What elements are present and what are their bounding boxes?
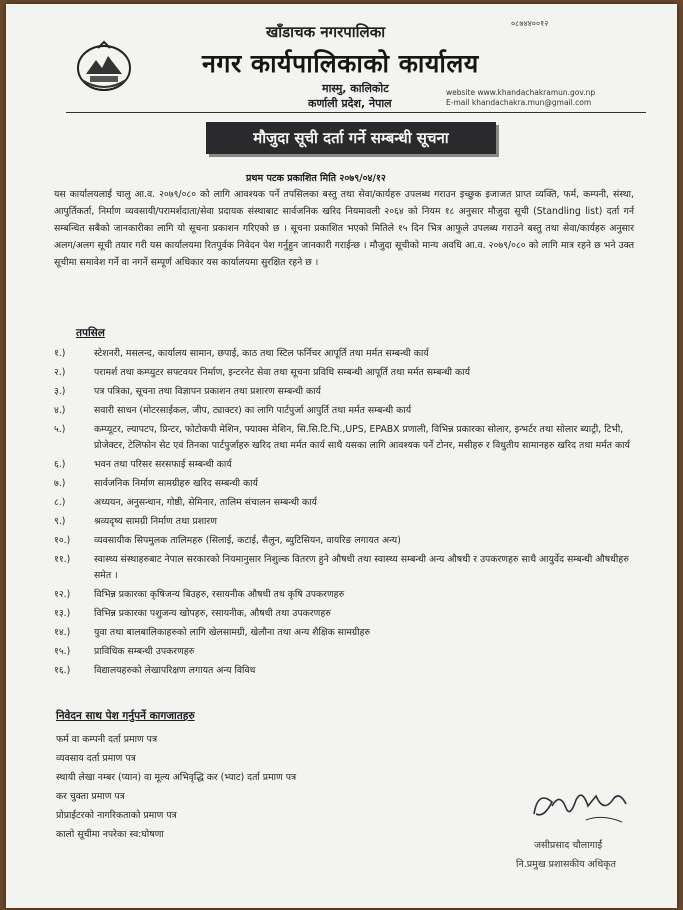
item-number: ९.) <box>54 516 66 527</box>
item-text: पत्र पत्रिका, सूचना तथा विज्ञापन प्रकाशन तथा प्रशारण सम्बन्धी कार्य <box>94 386 321 397</box>
documents-list <box>56 730 296 844</box>
item-number: १५.) <box>54 646 71 657</box>
item-text: सार्वजनिक निर्माण सामग्रीहरु खरिद सम्बन्धी कार्य <box>94 478 258 489</box>
item-text: विभिन्न प्रकारका कृषिजन्य बिउहरु, रसायनीक औषधी तथ कृषि उपकरणहरु <box>94 589 345 600</box>
intro-paragraph: यस कार्यालयलाई चालु आ.व. २०७९/०८० को लागि आवश्यक पर्ने तपसिलका बस्तु तथा सेवा/कार्यहरु उपलब्ध गराउन इच्छुक इजाजत प्राप्त व्यक्ति, फर्म, कम्पनी, संस्था, आपुर्तिकर्ता, निर्माण व्यवसायी/परामर्शदाता/सेवा प्रदायक संस्थाबाट सार्वजनिक खरिद नियमावली २०६४ को नियम १८ अनुसार मौजुदा सूची (Standling list) दर्ता गर्न सम्बन्धित सबैको जानकारीका लागि यो सूचना प्रकाशन गरिएको छ । सूचना प्रकाशित भएको मितिले १५ दिन भित्र आफुले उपलब्ध गराउने बस्तु तथा सेवा/कार्यहरु अनुसार अलग/अलग सूची तयार गरी यस कार्यालयमा रितपुर्वक निवेदन पेश गर्नुहुन जानकारी गराईन्छ । मौजुदा सूचीको मान्य अवधि आ.व. २०७९/०८० को लागि मात्र रहने छ भने उक्त सूचीमा समावेश गर्ने वा नगर्ने सम्पूर्ण अधिकार यस कार्यालयमा सुरक्षित रहने छ । <box>54 189 634 268</box>
municipality-name: खाँडाचक नगरपालिका <box>266 23 386 41</box>
list-item <box>54 663 644 679</box>
tapasil-heading: तपसिल <box>76 327 105 339</box>
item-number: १.) <box>54 348 66 359</box>
list-item <box>54 587 644 603</box>
list-item <box>54 457 644 473</box>
signatory-name: जसीप्रसाद चौलागाईं <box>534 840 603 851</box>
item-number: १०.) <box>54 535 71 546</box>
item-text: परामर्श तथा कम्प्युटर सफ्टवयर निर्माण, इन्टरनेट सेवा तथा सूचना प्रविधि सम्बन्धी आपूर्ति तथा मर्मत सम्बन्धी कार्य <box>94 367 470 378</box>
notice-paper <box>6 4 677 908</box>
document-item: फर्म वा कम्पनी दर्ता प्रमाण पत्र <box>56 734 158 745</box>
document-item: स्थायी लेखा नम्बर (प्यान) वा मूल्य अभिवृद्धि कर (भ्याट) दर्ता प्रमाण पत्र <box>56 772 297 783</box>
document-item: कर चुक्ता प्रमाण पत्र <box>56 791 125 802</box>
list-item <box>54 606 644 622</box>
item-text: प्राविधिक सम्बन्धी उपकरणहरु <box>94 646 195 657</box>
item-number: ८.) <box>54 497 66 508</box>
list-item <box>54 346 644 362</box>
header-divider <box>66 112 646 113</box>
item-number: १४.) <box>54 627 71 638</box>
item-number: ५.) <box>54 424 66 435</box>
list-item <box>54 403 644 419</box>
reference-number: ०८७४४००१२ <box>511 19 549 28</box>
item-text: स्टेशनरी, मसलन्द, कार्यालय सामान, छपाई, काठ तथा स्टिल फर्निचर आपूर्ति तथा मर्मत सम्बन्धी कार्य <box>94 348 429 359</box>
list-item <box>54 625 644 641</box>
item-text: अध्ययन, अनुसन्धान, गोष्ठी, सेमिनार, तालिम संचालन सम्बन्धी कार्य <box>94 497 317 508</box>
signatory-title: नि.प्रमुख प्रशासकीय अधिकृत <box>516 859 616 870</box>
item-number: ३.) <box>54 386 66 397</box>
document-item: प्रोप्राईटरको नागरिकताको प्रमाण पत्र <box>56 810 177 821</box>
item-number: ७.) <box>54 478 66 489</box>
item-number: ४.) <box>54 405 66 416</box>
item-number: ६.) <box>54 459 66 470</box>
item-text: विभिन्न प्रकारका पशुजन्य खोपहरु, रसायनीक, औषधी तथा उपकरणहरु <box>94 608 331 619</box>
document-item: व्यवसाय दर्ता प्रमाण पत्र <box>56 753 136 764</box>
list-item <box>54 495 644 511</box>
item-text: श्रव्यदृष्य सामग्री निर्माण तथा प्रशारण <box>94 516 217 527</box>
nepal-emblem-icon <box>76 40 132 92</box>
address-line2: कर्णाली प्रदेश, नेपाल <box>308 97 392 110</box>
item-text: सवारी साधन (मोटरसाईकल, जीप, ट्याक्टर) का लागि पार्टपुर्जा आपुर्ति तथा मर्मत सम्बन्धी कार्य <box>94 405 412 416</box>
list-item <box>54 644 644 660</box>
contact-info <box>446 88 595 108</box>
item-text: भवन तथा परिसर सरसफाई सम्बन्धी कार्य <box>94 459 232 470</box>
item-number: १२.) <box>54 589 71 600</box>
item-number: १६.) <box>54 665 71 676</box>
list-item <box>54 476 644 492</box>
list-item <box>54 384 644 400</box>
item-text: व्यवसायीक सिपमुलक तालिमहरु (सिलाई, कटाई, सैलुन, ब्युटिसियन, वायरिङ लगायत अन्य) <box>94 535 401 546</box>
item-number: १३.) <box>54 608 71 619</box>
item-text: युवा तथा बालबालिकाहरुको लागि खेलसामग्री, खेलौना तथा अन्य शैक्षिक सामग्रीहरु <box>94 627 371 638</box>
item-number: २.) <box>54 367 66 378</box>
signature-icon <box>526 784 636 834</box>
notice-title: मौजुदा सूची दर्ता गर्ने सम्बन्धी सूचना <box>206 122 496 154</box>
item-number: ११.) <box>54 554 71 565</box>
documents-heading: निवेदन साथ पेश गर्नुपर्ने कागजातहरु <box>56 710 195 722</box>
document-item: कालो सूचीमा नपरेका स्व:घोषणा <box>56 829 164 840</box>
list-item <box>54 552 644 584</box>
list-item <box>54 533 644 549</box>
publish-date: प्रथम पटक प्रकाशित मिति २०७९/०४/१२ <box>246 173 386 184</box>
list-item <box>54 514 644 530</box>
item-text: कम्प्यूटर, ल्यापटप, प्रिन्टर, फोटोकपी मेशिन, फ्याक्स मेशिन, सि.सि.टि.भि.,UPS, EPABX प्रणाली, विभिन्न प्रकारका सोलार, इन्भर्टर तथा सोलार ब्याट्री, टिभी, प्रोजेक्टर, टेलिफोन सेट एवं तिनका पार्टपुर्जाहरु खरिद तथा मर्मत कार्य साथै यसका लागि आवश्यक पर्ने टोनर, मसीहरु र विधुतीय सामानहरु खरिद तथा मर्मत कार्य <box>94 424 630 451</box>
list-item <box>54 422 644 454</box>
office-title: नगर कार्यपालिकाको कार्यालय <box>202 49 479 78</box>
address-line1: मास्मु, कालिकोट <box>322 82 389 95</box>
list-item <box>54 365 644 381</box>
website-text: website www.khandachakramun.gov.np <box>446 88 596 97</box>
item-text: विद्यालयहरुको लेखापरिक्षण लगायत अन्य विविध <box>94 665 256 676</box>
tapasil-list <box>54 346 644 682</box>
email-text: E-mail khandachakra.mun@gmail.com <box>446 98 592 107</box>
item-text: स्वास्थ्य संस्थाहरुबाट नेपाल सरकारको नियमानुसार निशुल्क वितरण हुने औषधी तथा स्वास्थ्य सम्बन्धी अन्य औषधी र उपकरणहरु साथै आयुर्वेद सम्बन्धी औषधीहरु समेत । <box>94 554 629 581</box>
